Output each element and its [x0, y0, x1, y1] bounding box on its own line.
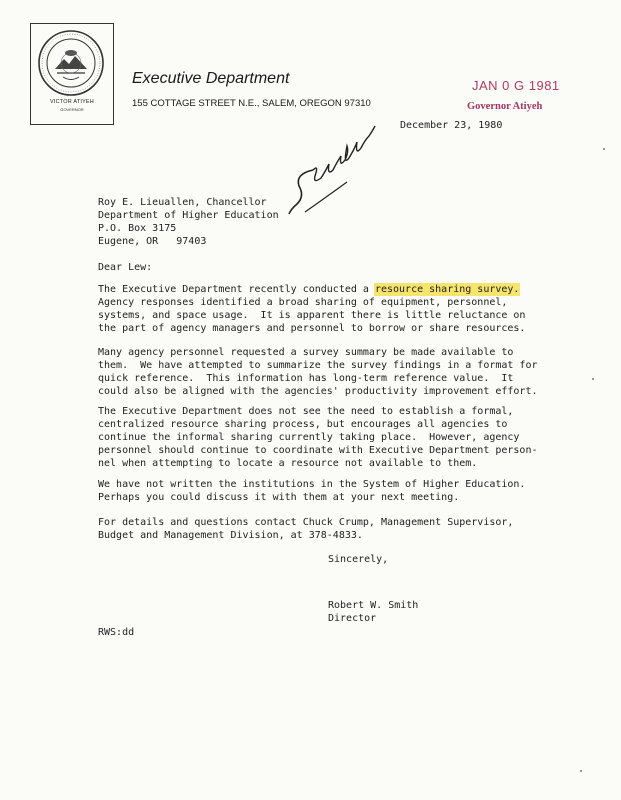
paragraph-3: The Executive Department does not see the need to establish a formal, centralized resource sharing process, but encourages all agencies to continue the informal sharing currently taking place. However, agency personnel should continue to coordinate with Executive Department person- nel when attempting to locate a resource not available to them.	[98, 406, 538, 469]
governor-name: VICTOR ATIYEH	[50, 99, 94, 105]
closing: Sincerely,	[328, 554, 389, 565]
recipient-line-1: Roy E. Lieuallen, Chancellor	[98, 197, 267, 208]
salutation: Dear Lew:	[98, 262, 153, 273]
governor-title: GOVERNOR	[60, 107, 84, 112]
typist-initials: RWS:dd	[98, 627, 135, 638]
received-stamp-date: JAN 0 G 1981	[472, 78, 560, 93]
state-seal-icon	[37, 29, 105, 97]
department-address: 155 COTTAGE STREET N.E., SALEM, OREGON 97310	[132, 98, 371, 109]
paragraph-1	[98, 283, 568, 335]
signer-name: Robert W. Smith	[328, 600, 419, 611]
paragraph-1-lead: The Executive Department recently conducted a	[98, 284, 375, 295]
letter-date: December 23, 1980	[400, 120, 503, 131]
scan-speck	[603, 148, 605, 150]
scan-speck	[580, 770, 582, 772]
governor-seal-box	[30, 23, 114, 125]
scan-speck	[592, 378, 594, 380]
paragraph-5: For details and questions contact Chuck Crump, Management Supervisor, Budget and Management Division, at 378-4833.	[98, 517, 514, 541]
recipient-line-3: P.O. Box 3175	[98, 223, 177, 234]
recipient-line-4: Eugene, OR 97403	[98, 236, 207, 247]
signer-title: Director	[328, 613, 377, 624]
recipient-line-2: Department of Higher Education	[98, 210, 279, 221]
paragraph-2: Many agency personnel requested a survey summary be made available to them. We have attempted to summarize the survey findings in a format for quick reference. This information has long-term reference value. It could also be aligned with the agencies' productivity improvement effort.	[98, 347, 538, 397]
highlighted-phrase: resource sharing survey.	[374, 284, 520, 295]
paragraph-1-rest: Agency responses identified a broad sharing of equipment, personnel, systems, and space usage. It is apparent there is little reluctance on the part of agency managers and personnel to borrow or share resources.	[98, 297, 526, 334]
sample-handwriting	[285, 112, 395, 222]
received-stamp-office: Governor Atiyeh	[467, 101, 543, 112]
department-name: Executive Department	[132, 70, 290, 87]
paragraph-4: We have not written the institutions in the System of Higher Education. Perhaps you could discuss it with them at your next meeting.	[98, 479, 526, 503]
